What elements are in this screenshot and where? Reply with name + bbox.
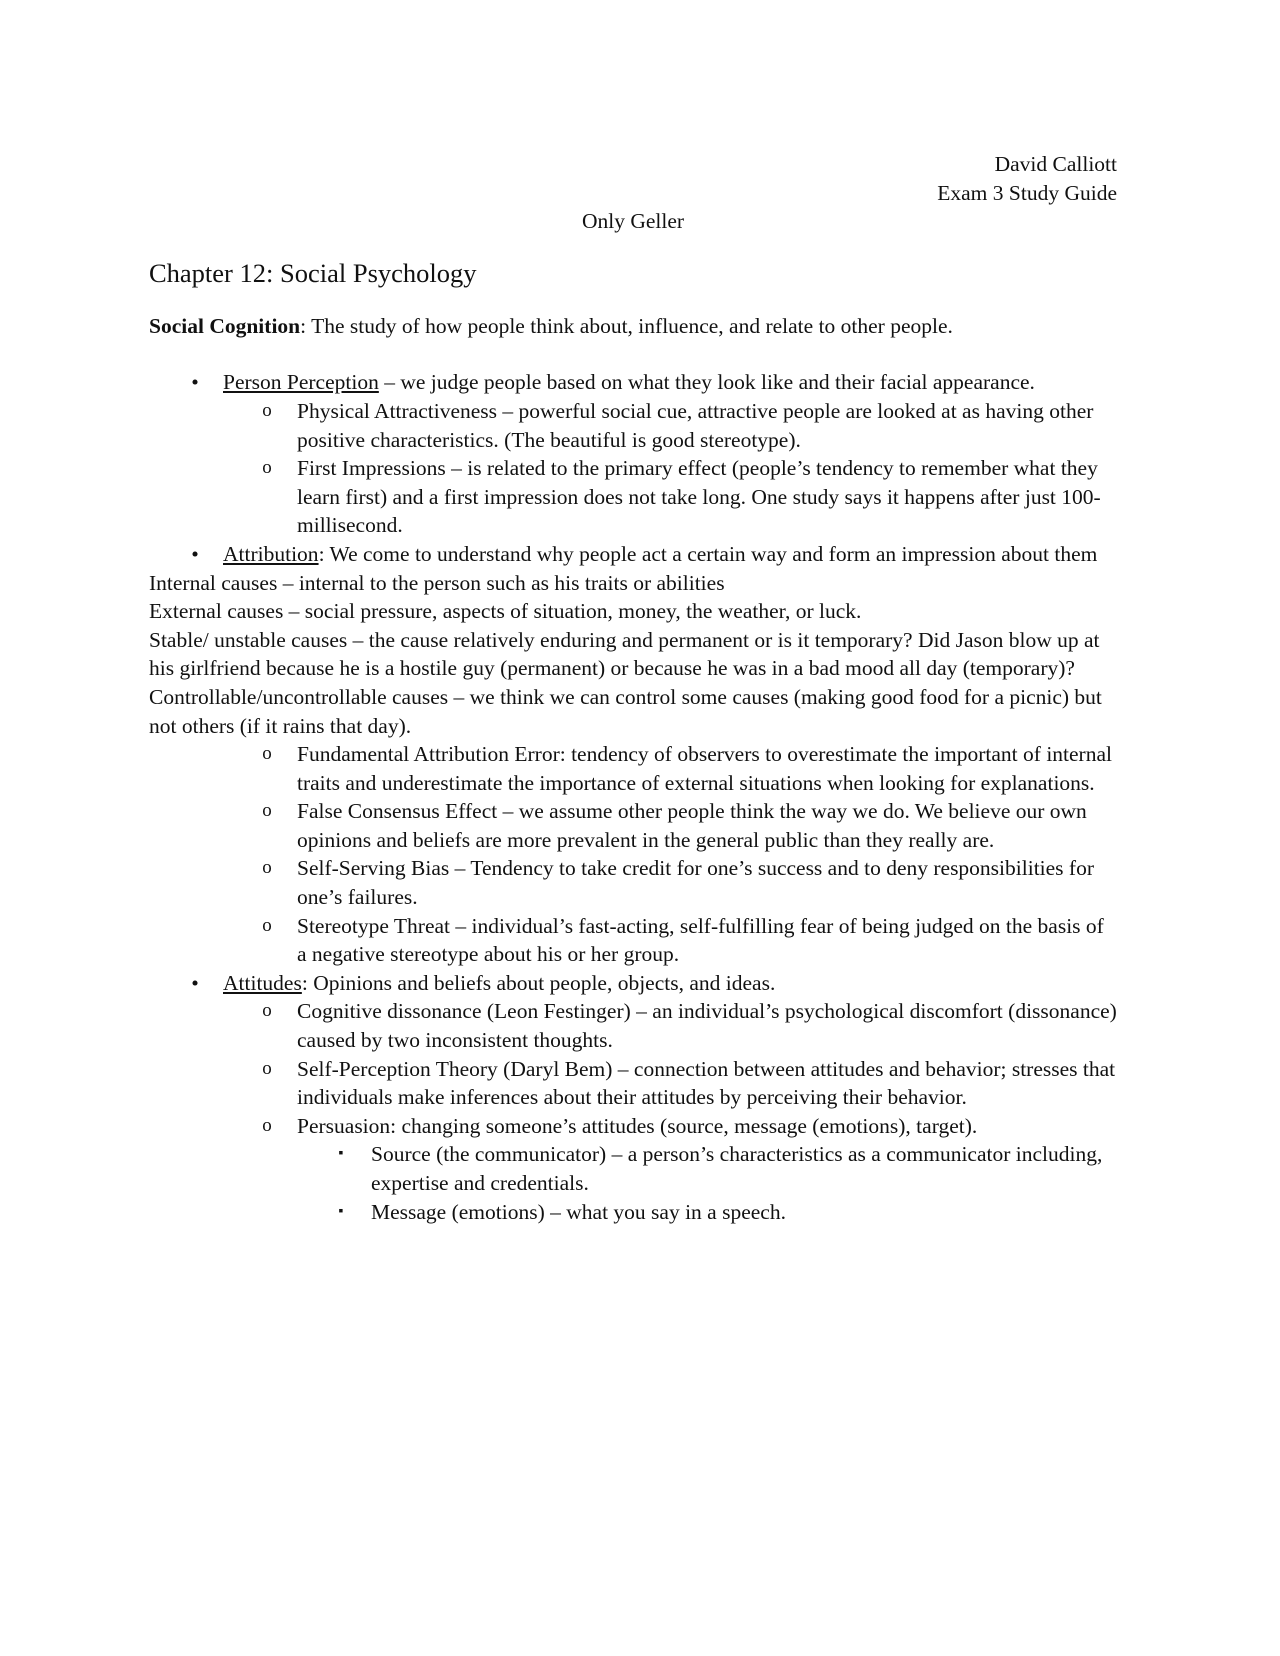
list-item-attribution xyxy=(149,540,1117,569)
circle-bullet-icon: o xyxy=(262,457,272,479)
square-bullet-icon: ▪ xyxy=(338,1146,344,1162)
attribution-text: : We come to understand why people act a certain way and form an impression about them xyxy=(318,541,1098,566)
sub-sub-item-message xyxy=(149,1198,1117,1227)
person-perception-term: Person Perception xyxy=(223,370,379,395)
sub-item-stereotype-threat xyxy=(149,912,1117,969)
cause-controllable: Controllable/uncontrollable causes – we think we can control some causes (making good food for a picnic) but not others (if it rains that day). xyxy=(149,684,1102,738)
sub-item-self-perception-theory xyxy=(149,1055,1117,1112)
intro-term: Social Cognition xyxy=(149,313,301,338)
sub-item-false-consensus xyxy=(149,797,1117,854)
intro-paragraph xyxy=(149,312,1117,341)
circle-bullet-icon: o xyxy=(262,857,272,879)
chapter-heading: Chapter 12: Social Psychology xyxy=(149,257,477,288)
person-perception-text: – we judge people based on what they look like and their facial appearance. xyxy=(378,370,1035,395)
bullet-icon: • xyxy=(191,541,199,566)
cause-stable-unstable: Stable/ unstable causes – the cause relatively enduring and permanent or is it temporary? Did Jason blow up at his girlfriend because he is a hostile guy (permanent) or because he was in a bad mood all day (temporary)? xyxy=(149,627,1100,681)
attitudes-term: Attitudes xyxy=(223,970,302,995)
sub-sub-item-text: Source (the communicator) – a person’s characteristics as a communicator including, expertise and credentials. xyxy=(371,1142,1103,1195)
sub-item-text: First Impressions – is related to the primary effect (people’s tendency to remember what they learn first) and a first impression does not take long. One study says it happens after just 100-millisecond. xyxy=(297,456,1101,538)
sub-item-self-serving-bias xyxy=(149,854,1117,911)
sub-item-text: Persuasion: changing someone’s attitudes (source, message (emotions), target). xyxy=(297,1113,978,1138)
list-item-attitudes xyxy=(149,969,1117,998)
sub-item-text: Cognitive dissonance (Leon Festinger) – an individual’s psychological discomfort (dissonance) caused by two inconsistent thoughts. xyxy=(297,999,1117,1053)
instructor-name: Only Geller xyxy=(581,209,685,234)
circle-bullet-icon: o xyxy=(262,1000,272,1022)
sub-item-text: Stereotype Threat – individual’s fast-acting, self-fulfilling fear of being judged on the basis of a negative stereotype about his or her group. xyxy=(297,913,1104,967)
circle-bullet-icon: o xyxy=(262,399,272,421)
sub-item-first-impressions xyxy=(149,454,1117,540)
circle-bullet-icon: o xyxy=(262,743,272,765)
square-bullet-icon: ▪ xyxy=(338,1203,344,1219)
sub-sub-item-source xyxy=(149,1140,1117,1197)
sub-item-text: False Consensus Effect – we assume other people think the way we do. We believe our own opinions and beliefs are more prevalent in the general public than they really are. xyxy=(297,799,1087,852)
attribution-term: Attribution xyxy=(223,541,319,566)
sub-item-text: Self-Serving Bias – Tendency to take credit for one’s success and to deny responsibilities for one’s failures. xyxy=(297,856,1094,910)
bullet-icon: • xyxy=(191,370,199,395)
sub-item-physical-attractiveness xyxy=(149,397,1117,454)
sub-sub-item-text: Message (emotions) – what you say in a speech. xyxy=(371,1199,786,1224)
cause-internal: Internal causes – internal to the person such as his traits or abilities xyxy=(149,570,725,595)
attitudes-text: : Opinions and beliefs about people, objects, and ideas. xyxy=(301,970,776,995)
cause-external: External causes – social pressure, aspects of situation, money, the weather, or luck. xyxy=(149,599,862,624)
bullet-icon: • xyxy=(191,970,199,995)
sub-item-text: Physical Attractiveness – powerful social cue, attractive people are looked at as having other positive characteristics. (The beautiful is good stereotype). xyxy=(297,398,1094,452)
circle-bullet-icon: o xyxy=(262,914,272,936)
circle-bullet-icon: o xyxy=(262,1114,272,1136)
sub-item-fundamental-attribution-error xyxy=(149,740,1117,797)
sub-item-text: Self-Perception Theory (Daryl Bem) – connection between attitudes and behavior; stresses that individuals make inferences about their attitudes by perceiving their behavior. xyxy=(297,1056,1116,1110)
sub-item-text: Fundamental Attribution Error: tendency of observers to overestimate the important of internal traits and underestimate the importance of external situations when looking for explanations. xyxy=(297,742,1112,795)
intro-definition: : The study of how people think about, influence, and relate to other people. xyxy=(300,313,953,338)
circle-bullet-icon: o xyxy=(262,1057,272,1079)
circle-bullet-icon: o xyxy=(262,800,272,822)
sub-item-cognitive-dissonance xyxy=(149,997,1117,1054)
list-item-person-perception xyxy=(149,368,1117,397)
document-title: Exam 3 Study Guide xyxy=(937,180,1117,205)
sub-item-persuasion xyxy=(149,1112,1117,1141)
author-name: David Calliott xyxy=(994,152,1117,176)
